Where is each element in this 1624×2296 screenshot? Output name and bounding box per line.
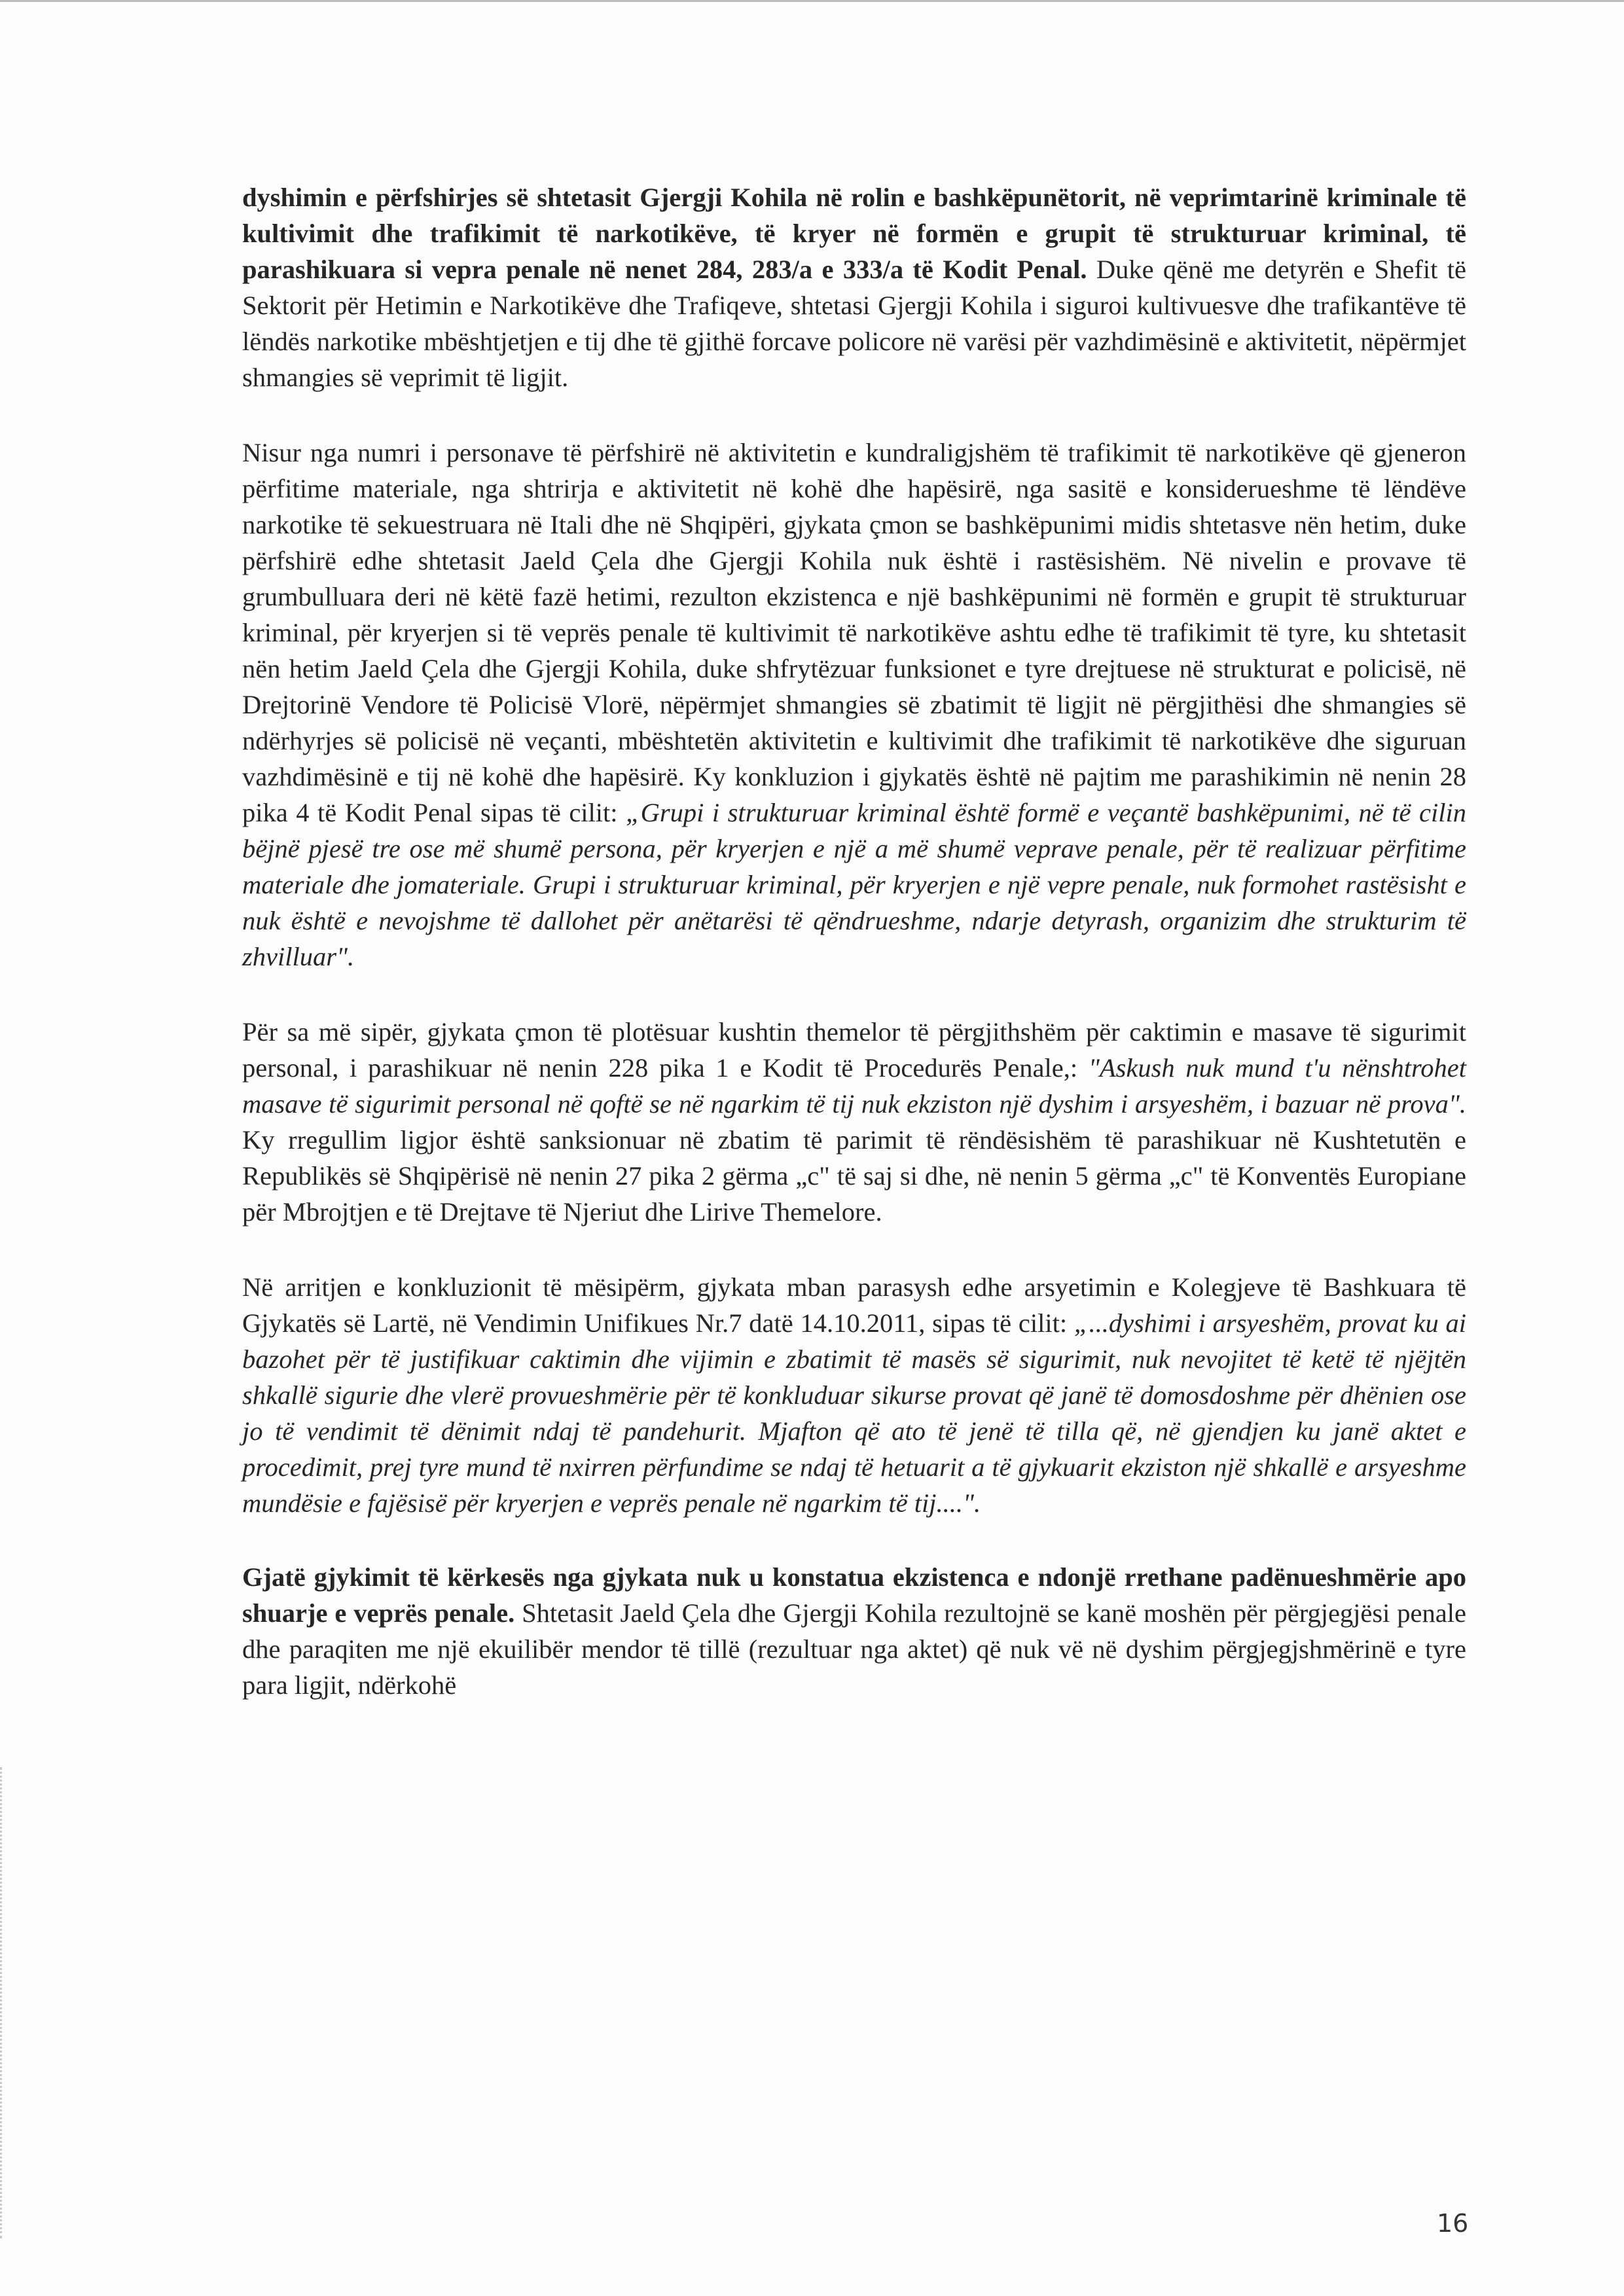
paragraph-1	[242, 179, 1466, 395]
paragraph-2-quote-run: „Grupi i strukturuar kriminal është formë e veçantë bashkëpunimi, në të cilin bëjnë pjesë tre ose më shumë persona, për kryerjen e një a më shumë veprave penale, për të realizuar përfitime materiale dhe jomateriale. Grupi i strukturuar kriminal, për kryerjen e një vepre penale, nuk formohet rastësisht e nuk është e nevojshme të dallohet për anëtarësi të qëndrueshme, ndarje detyrash, organizim dhe strukturim të zhvilluar".	[242, 798, 1466, 971]
paragraph-4-text-run: Në arritjen e konkluzionit të mësipërm, gjykata mban parasysh edhe arsyetimin e Kolegjeve të Bashkuara të Gjykatës së Lartë, në Vendimin Unifikues Nr.7 datë 14.10.2011, sipas të cilit:	[242, 1272, 1466, 1338]
paragraph-3-text-run: Për sa më sipër, gjykata çmon të plotësuar kushtin themelor të përgjithshëm për caktimin e masave të sigurimit personal, i parashikuar në nenin 228 pika 1 e Kodit të Procedurës Penale,:	[242, 1017, 1466, 1083]
paragraph-4	[242, 1269, 1466, 1521]
scan-edge-marks	[0, 1767, 9, 2238]
paragraph-1-text-run: Duke qënë me detyrën e Shefit të Sektorit për Hetimin e Narkotikëve dhe Trafiqeve, shtetasi Gjergji Kohila i siguroi kultivuesve dhe trafikantëve të lëndës narkotike mbështjetjen e tij dhe të gjithë forcave policore në varësi për vazhdimësinë e aktivitetit, nëpërmjet shmangies së veprimit të ligjit.	[242, 255, 1466, 392]
paragraph-3-quote-run: "Askush nuk mund t'u nënshtrohet masave të sigurimit personal në qoftë se në ngarkim të tij nuk ekziston një dyshim i arsyeshëm, i bazuar në prova".	[242, 1053, 1466, 1119]
paragraph-2	[242, 435, 1466, 975]
paragraph-1-bold-run: dyshimin e përfshirjes së shtetasit Gjergji Kohila në rolin e bashkëpunëtorit, në veprimtarinë kriminale të kultivimit dhe trafikimit të narkotikëve, të kryer në formën e grupit të strukturuar kriminal, të parashikuara si vepra penale në nenet 284, 283/a e 333/a të Kodit Penal.	[242, 183, 1466, 284]
page-number: 16	[1437, 2209, 1469, 2238]
paragraph-2-text-run: Nisur nga numri i personave të përfshirë në aktivitetin e kundraligjshëm të trafikimit të narkotikëve që gjeneron përfitime materiale, nga shtrirja e aktivitetit në kohë dhe hapësirë, nga sasitë e konsiderueshme të lëndëve narkotike të sekuestruara në Itali dhe në Shqipëri, gjykata çmon se bashkëpunimi midis shtetasve nën hetim, duke përfshirë edhe shtetasit Jaeld Çela dhe Gjergji Kohila nuk është i rastësishëm. Në nivelin e provave të grumbulluara deri në këtë fazë hetimi, rezulton ekzistenca e një bashkëpunimi në formën e grupit të strukturuar kriminal, për kryerjen si të veprës penale të kultivimit të narkotikëve ashtu edhe të trafikimit të tyre, ku shtetasit nën hetim Jaeld Çela dhe Gjergji Kohila, duke shfrytëzuar funksionet e tyre drejtuese në strukturat e policisë, në Drejtorinë Vendore të Policisë Vlorë, nëpërmjet shmangies së zbatimit të ligjit në përgjithësi dhe shmangies së ndërhyrjes së policisë në veçanti, mbështetën aktivitetin e kultivimit dhe trafikimit të narkotikëve dhe siguruan vazhdimësinë e tij në kohë dhe hapësirë. Ky konkluzion i gjykatës është në pajtim me parashikimin në nenin 28 pika 4 të Kodit Penal sipas të cilit:	[242, 438, 1466, 827]
paragraph-5	[242, 1559, 1466, 1703]
paragraph-4-quote-run: „...dyshimi i arsyeshëm, provat ku ai bazohet për të justifikuar caktimin dhe vijimin e zbatimit të masës së sigurimit, nuk nevojitet të ketë të njëjtën shkallë sigurie dhe vlerë provueshmërie për të konkluduar sikurse provat që janë të domosdoshme për dhënien ose jo të vendimit të dënimit ndaj të pandehurit. Mjafton që ato të jenë të tilla që, në gjendjen ku janë aktet e procedimit, prej tyre mund të nxirren përfundime se ndaj të hetuarit a të gjykuarit ekziston një shkallë e arsyeshme mundësie e fajësisë për kryerjen e veprës penale në ngarkim të tij....".	[242, 1308, 1466, 1518]
paragraph-5-bold-run: Gjatë gjykimit të kërkesës nga gjykata nuk u konstatua ekzistenca e ndonjë rrethane padënueshmërie apo shuarje e veprës penale.	[242, 1562, 1466, 1628]
paragraph-5-text-run: Shtetasit Jaeld Çela dhe Gjergji Kohila rezultojnë se kanë moshën për përgjegjësi penale dhe paraqiten me një ekuilibër mendor të tillë (rezultuar nga aktet) që nuk vë në dyshim përgjegjshmërinë e tyre para ligjit, ndërkohë	[242, 1598, 1466, 1700]
paragraph-3	[242, 1014, 1466, 1230]
scan-top-edge	[0, 0, 1624, 2]
paragraph-3-text-run-2: Ky rregullim ligjor është sanksionuar në zbatim të parimit të rëndësishëm të parashikuar në Kushtetutën e Republikës së Shqipërisë në nenin 27 pika 2 gërma „c" të saj si dhe, në nenin 5 gërma „c" të Konventës Europiane për Mbrojtjen e të Drejtave të Njeriut dhe Lirive Themelore.	[242, 1125, 1466, 1227]
document-body	[242, 179, 1466, 1742]
